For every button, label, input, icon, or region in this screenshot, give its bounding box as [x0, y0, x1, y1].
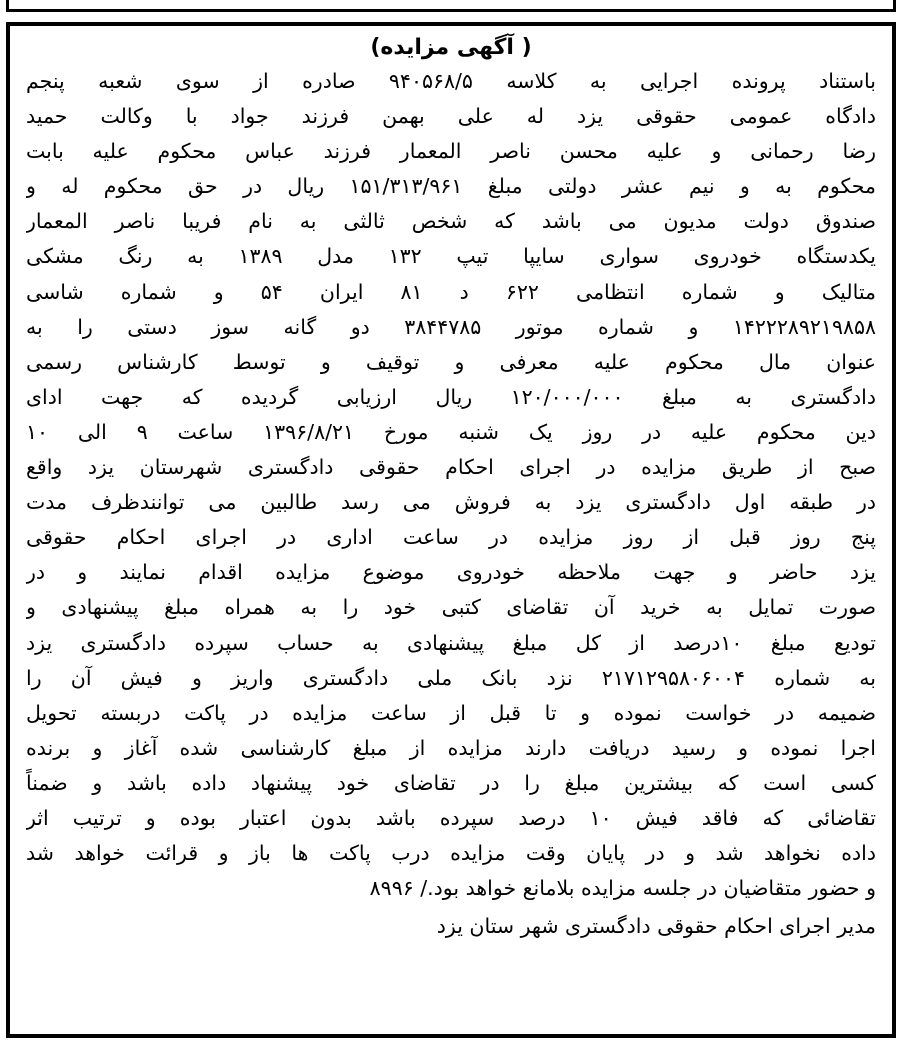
notice-line: داده نخواهد شد و در پایان وقت مزایده درب پاکت ها باز و قرائت خواهد شد: [26, 841, 876, 866]
auction-notice: [6, 22, 896, 1038]
notice-line: رضا رحمانی و علیه محسن ناصر المعمار فرزند عباس محکوم علیه بابت: [26, 139, 876, 164]
notice-line: صورت تمایل به خرید آن تقاضای کتبی خود را به همراه مبلغ پیشنهادی و: [26, 595, 876, 620]
notice-line: باستناد پرونده اجرایی به کلاسه ۹۴۰۵۶۸/۵ صادره از سوی شعبه پنجم: [26, 69, 876, 93]
notice-line: متالیک و شماره انتظامی ۶۲۲ د ۸۱ ایران ۵۴ و شماره شاسی: [26, 279, 876, 304]
notice-line: دین محکوم علیه در روز یک شنبه مورخ ۱۳۹۶/۸/۲۱ ساعت ۹ الی ۱۰: [26, 419, 876, 444]
notice-line: صندوق دولت مدیون می باشد که شخص ثالثی به نام فریبا ناصر المعمار: [26, 209, 876, 234]
notice-line: ۱۴۲۲۲۸۹۲۱۹۸۵۸ و شماره موتور ۳۸۴۴۷۸۵ دو گانه سوز دستی را به: [26, 314, 876, 339]
previous-notice-border: [6, 0, 896, 12]
notice-line: عنوان مال محکوم علیه معرفی و توقیف و توسط کارشناس رسمی: [26, 349, 876, 374]
notice-line: پنج روز قبل از روز مزایده در ساعت اداری در اجرای احکام حقوقی: [26, 525, 876, 550]
notice-line: اجرا نموده و رسید دریافت دارند مزایده از مبلغ کارشناسی شده آغاز و برنده: [26, 735, 876, 760]
notice-signature: مدیر اجرای احکام حقوقی دادگستری شهر ستان یزد: [436, 914, 876, 939]
notice-line: یکدستگاه خودروی سواری سایپا تیپ ۱۳۲ مدل ۱۳۸۹ به رنگ مشکی: [26, 244, 876, 269]
notice-line: کسی است که بیشترین مبلغ را در تقاضای خود پیشنهاد داده باشد و ضمناً: [26, 770, 876, 795]
notice-line: صبح از طریق مزایده در اجرای احکام حقوقی دادگستری شهرستان یزد واقع: [26, 455, 876, 480]
notice-line: یزد حاضر و جهت ملاحظه خودروی موضوع مزایده اقدام نمایند و در: [26, 560, 876, 585]
notice-title: ( آگهی مزایده): [370, 35, 532, 60]
notice-line: محکوم به و نیم عشر دولتی مبلغ ۱۵۱/۳۱۳/۹۶۱ ریال در حق محکوم له و: [26, 174, 876, 199]
notice-line: دادگستری به مبلغ ۱۲۰/۰۰۰/۰۰۰ ریال ارزیابی گردیده که جهت ادای: [26, 384, 876, 409]
notice-line: دادگاه عمومی حقوقی یزد له علی بهمن فرزند جواد با وکالت حمید: [26, 104, 876, 129]
notice-body: [26, 64, 876, 906]
notice-line: تودیع مبلغ ۱۰درصد از کل مبلغ پیشنهادی به حساب سپرده دادگستری یزد: [26, 630, 876, 655]
notice-line: در طبقه اول دادگستری یزد به فروش می رسد طالبین می توانندظرف مدت: [26, 490, 876, 515]
notice-line: به شماره ۲۱۷۱۲۹۵۸۰۶۰۰۴ نزد بانک ملی دادگستری واریز و فیش آن را: [26, 665, 876, 690]
notice-line: ضمیمه در خواست نموده و تا قبل از ساعت مزایده در پاکت دربسته تحویل: [26, 700, 876, 725]
notice-line: و حضور متقاضیان در جلسه مزایده بلامانع خواهد بود./ ۸۹۹۶: [369, 876, 876, 901]
notice-line: تقاضائی که فاقد فیش ۱۰ درصد سپرده باشد بدون اعتبار بوده و ترتیب اثر: [26, 805, 876, 830]
